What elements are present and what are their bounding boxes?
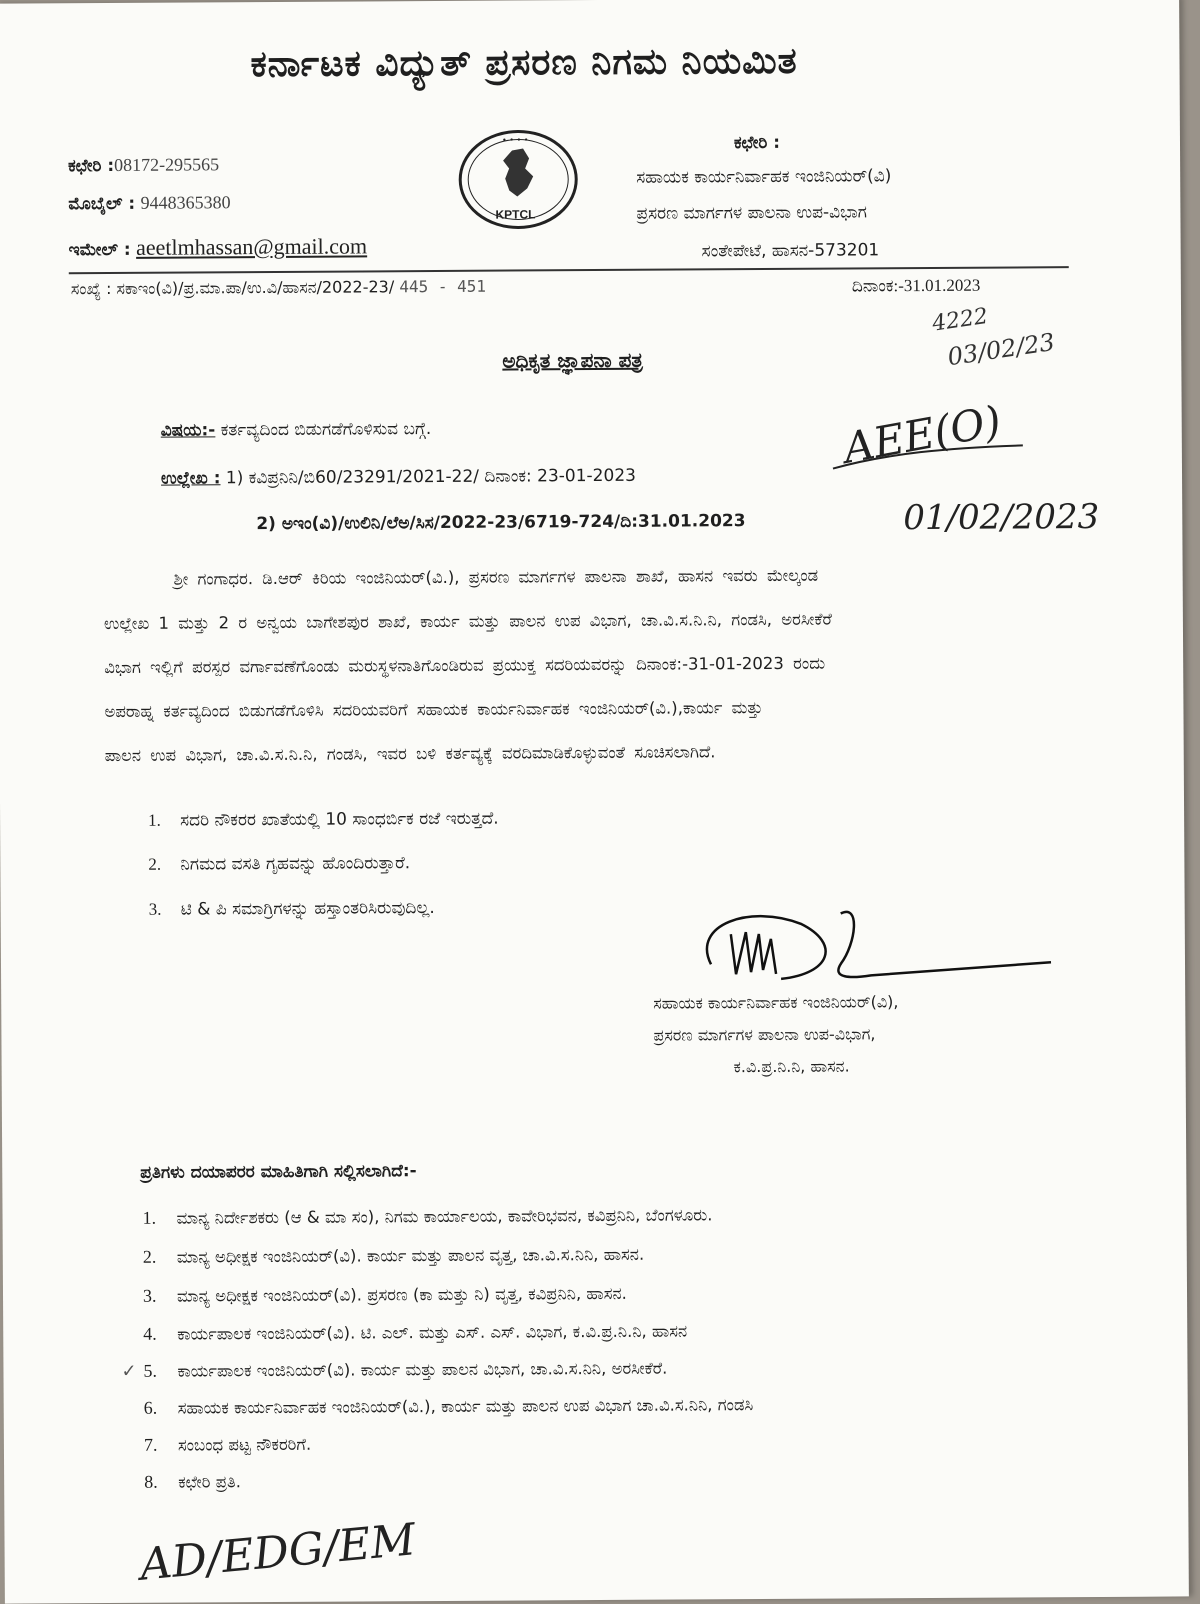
- body-line: ಶ್ರೀ ಗಂಗಾಧರ. ಡಿ.ಆರ್ ಕಿರಿಯ ಇಂಜಿನಿಯರ್(ವಿ.), ಪ್ರಸರಣ ಮಾರ್ಗಗಳ ಪಾಲನಾ ಶಾಖೆ, ಹಾಸನ ಇವರು ಮೇಲ್ಕಂಡ: [173, 565, 819, 589]
- copy-item: 3. ಮಾನ್ಯ ಅಧೀಕ್ಷಕ ಇಂಜಿನಿಯರ್(ವಿ). ಪ್ರಸರಣ (ಕಾ ಮತ್ತು ನಿ) ವೃತ್ತ, ಕವಿಪ್ರನಿನಿ, ಹಾಸನ.: [142, 1283, 627, 1306]
- letter-date: ದಿನಾಂಕ:-31.01.2023: [851, 275, 981, 296]
- ref-1: 1) ಕವಿಪ್ರನಿನಿ/ಬಿ60/23291/2021-22/ ದಿನಾಂಕ: 23-01-2023: [225, 465, 636, 489]
- reference-line-1: [161, 466, 636, 489]
- copy-item: 6. ಸಹಾಯಕ ಕಾರ್ಯನಿರ್ವಾಹಕ ಇಂಜಿನಿಯರ್(ವಿ.), ಕಾರ್ಯ ಮತ್ತು ಪಾಲನ ಉಪ ವಿಭಾಗ ಚಾ.ವಿ.ಸ.ನಿನಿ, ಗಂಡಸಿ: [143, 1395, 754, 1418]
- office-phone-label: ಕಛೇರಿ :: [68, 155, 115, 177]
- copy-item: 5. ಕಾರ್ಯಪಾಲಕ ಇಂಜಿನಿಯರ್(ವಿ). ಕಾರ್ಯ ಮತ್ತು ಪಾಲನ ವಿಭಾಗ, ಚಾ.ವಿ.ಸ.ನಿನಿ, ಅರಸೀಕೆರೆ.: [143, 1358, 668, 1381]
- copy-item: 7. ಸಂಬಂಧ ಪಟ್ಟ ನೌಕರರಿಗೆ.: [143, 1434, 312, 1455]
- body-line: ವಿಭಾಗ ಇಲ್ಲಿಗೆ ಪರಸ್ಪರ ವರ್ಗಾವಣೆಗೊಂಡು ಮರುಸ್ಥಳನಾತಿಗೊಂಡಿರುವ ಪ್ರಯುಕ್ತ ಸದರಿಯವರನ್ನು ದಿನಾಂಕ:-31-01-2023 ರಂದು: [104, 653, 826, 678]
- mobile-label: ಮೊಬೈಲ್ :: [68, 193, 136, 215]
- reference-number: [71, 277, 486, 300]
- reference-text: ಸಂಖ್ಯೆ : ಸಕಾಇಂ(ವಿ)/ಪ್ರ.ಮಾ.ಪಾ/ಉ.ವಿ/ಹಾಸನ/2022-23/: [70, 277, 395, 299]
- condition-item: 3. ಟಿ & ಪಿ ಸಮಾಗ್ರಿಗಳನ್ನು ಹಸ್ತಾಂತರಿಸಿರುವುದಿಲ್ಲ.: [148, 898, 435, 920]
- header-divider: [69, 266, 1069, 274]
- office-line-2: ಪ್ರಸರಣ ಮಾರ್ಗಗಳ ಪಾಲನಾ ಉಪ-ವಿಭಾಗ: [636, 202, 867, 224]
- handwritten-inward-number: 4222: [930, 303, 990, 337]
- handwritten-bottom-note: AD/EDG/EM: [137, 1514, 418, 1591]
- kptcl-logo: [457, 128, 580, 231]
- copy-item: 2. ಮಾನ್ಯ ಅಧೀಕ್ಷಕ ಇಂಜಿನಿಯರ್(ವಿ). ಕಾರ್ಯ ಮತ್ತು ಪಾಲನ ವೃತ್ತ, ಚಾ.ವಿ.ಸ.ನಿನಿ, ಹಾಸನ.: [142, 1244, 645, 1267]
- copy-item: 8. ಕಛೇರಿ ಪ್ರತಿ.: [144, 1471, 242, 1492]
- office-label: ಕಛೇರಿ :: [733, 132, 781, 154]
- reference-handwritten: 445 - 451: [399, 276, 487, 297]
- handwritten-inward-date: 03/02/23: [945, 327, 1057, 372]
- signatory-block: [653, 986, 899, 1083]
- document-title: ಅಧಿಕೃತ ಜ್ಞಾಪನಾ ಪತ್ರ: [502, 347, 643, 373]
- office-line-3: ಸಂತೇಪೇಟೆ, ಹಾಸನ-573201: [701, 240, 880, 262]
- email-address: aeetlmhassan@gmail.com: [135, 233, 368, 260]
- signatory-line-3: ಕ.ವಿ.ಪ್ರ.ನಿ.ನಿ, ಹಾಸನ.: [733, 1056, 850, 1077]
- body-line: ಉಲ್ಲೇಖ 1 ಮತ್ತು 2 ರ ಅನ್ವಯ ಬಾಗೇಶಪುರ ಶಾಖೆ, ಕಾರ್ಯ ಮತ್ತು ಪಾಲನ ಉಪ ವಿಭಾಗ, ಚಾ.ವಿ.ಸ.ನಿ.ನಿ, ಗಂಡಸಿ, ಅರಸೀಕೆರೆ: [103, 609, 832, 634]
- copies-heading: ಪ್ರತಿಗಳು ದಯಾಪರರ ಮಾಹಿತಿಗಾಗಿ ಸಲ್ಲಿಸಲಾಗಿದೆ:-: [140, 1161, 417, 1183]
- copy-item: 4. ಕಾರ್ಯಪಾಲಕ ಇಂಜಿನಿಯರ್(ವಿ). ಟಿ. ಎಲ್. ಮತ್ತು ಎಸ್. ಎಸ್. ವಿಭಾಗ, ಕ.ವಿ.ಪ್ರ.ನಿ.ನಿ, ಹಾಸನ: [143, 1321, 688, 1344]
- email-label: ಇಮೇಲ್ :: [68, 239, 131, 261]
- condition-item: 2. ನಿಗಮದ ವಸತಿ ಗೃಹವನ್ನು ಹೊಂದಿರುತ್ತಾರೆ.: [148, 853, 411, 875]
- office-line-1: ಸಹಾಯಕ ಕಾರ್ಯನಿರ್ವಾಹಕ ಇಂಜಿನಿಯರ್(ವಿ): [636, 166, 892, 188]
- copy-item: 1. ಮಾನ್ಯ ನಿರ್ದೇಶಕರು (ಆ & ಮಾ ಸಂ), ನಿಗಮ ಕಾರ್ಯಾಲಯ, ಕಾವೇರಿಭವನ, ಕವಿಪ್ರನಿನಿ, ಬೆಂಗಳೂರು.: [142, 1205, 713, 1228]
- condition-item: 1. ಸದರಿ ನೌಕರರ ಖಾತೆಯಲ್ಲಿ 10 ಸಾಂಧರ್ಬಿಕ ರಜೆ ಇರುತ್ತದೆ.: [148, 808, 499, 831]
- email-row: [69, 233, 368, 261]
- subject-line: [161, 419, 432, 441]
- body-line: ಪಾಲನ ಉಪ ವಿಭಾಗ, ಚಾ.ವಿ.ಸ.ನಿ.ನಿ, ಗಂಡಸಿ, ಇವರ ಬಳಿ ಕರ್ತವ್ಯಕ್ಕೆ ವರದಿಮಾಡಿಕೊಳ್ಳುವಂತೆ ಸೂಚಿಸಲಾಗಿದೆ.: [104, 742, 716, 766]
- office-phone: 08172-295565: [114, 154, 220, 175]
- office-phone-row: [68, 154, 219, 176]
- body-paragraph: [104, 552, 1055, 778]
- svg-text:• • • •: • • • •: [501, 135, 529, 145]
- subject-text: ಕರ್ತವ್ಯದಿಂದ ಬಿಡುಗಡೆಗೊಳಿಸುವ ಬಗ್ಗೆ.: [220, 419, 432, 441]
- signatory-line-1: ಸಹಾಯಕ ಕಾರ್ಯನಿರ್ವಾಹಕ ಇಂಜಿನಿಯರ್(ವಿ),: [653, 992, 899, 1013]
- signature-scribble: [691, 902, 1072, 994]
- mobile-number: 9448365380: [140, 192, 231, 213]
- handwritten-underline: [828, 437, 1028, 478]
- signatory-line-2: ಪ್ರಸರಣ ಮಾರ್ಗಗಳ ಪಾಲನಾ ಉಪ-ವಿಭಾಗ,: [653, 1024, 876, 1045]
- logo-text: KPTCL: [495, 207, 536, 222]
- handwritten-date-note: 01/02/2023: [903, 496, 1100, 539]
- subject-label: ವಿಷಯ:-: [160, 420, 216, 441]
- handwritten-initials: AEE(O): [839, 396, 1005, 473]
- tick-mark-icon: ✓: [121, 1360, 137, 1382]
- body-line: ಅಪರಾಹ್ನ ಕರ್ತವ್ಯದಿಂದ ಬಿಡುಗಡೆಗೊಳಿಸಿ ಸದರಿಯವರಿಗೆ ಸಹಾಯಕ ಕಾರ್ಯನಿರ್ವಾಹಕ ಇಂಜಿನಿಯರ್(ವಿ.),ಕಾರ್ಯ ಮತ್ತು: [104, 698, 763, 722]
- ref-2: 2) ಅಇಂ(ವಿ)/ಉಲಿನಿ/ಲೆಅ/ಸಿಸ/2022-23/6719-724/ದಿ:31.01.2023: [256, 511, 746, 535]
- refs-label: ಉಲ್ಲೇಖ :: [160, 468, 221, 489]
- org-title: ಕರ್ನಾಟಕ ವಿದ್ಯುತ್ ಪ್ರಸರಣ ನಿಗಮ ನಿಯಮಿತ: [250, 40, 798, 86]
- mobile-row: [68, 192, 230, 214]
